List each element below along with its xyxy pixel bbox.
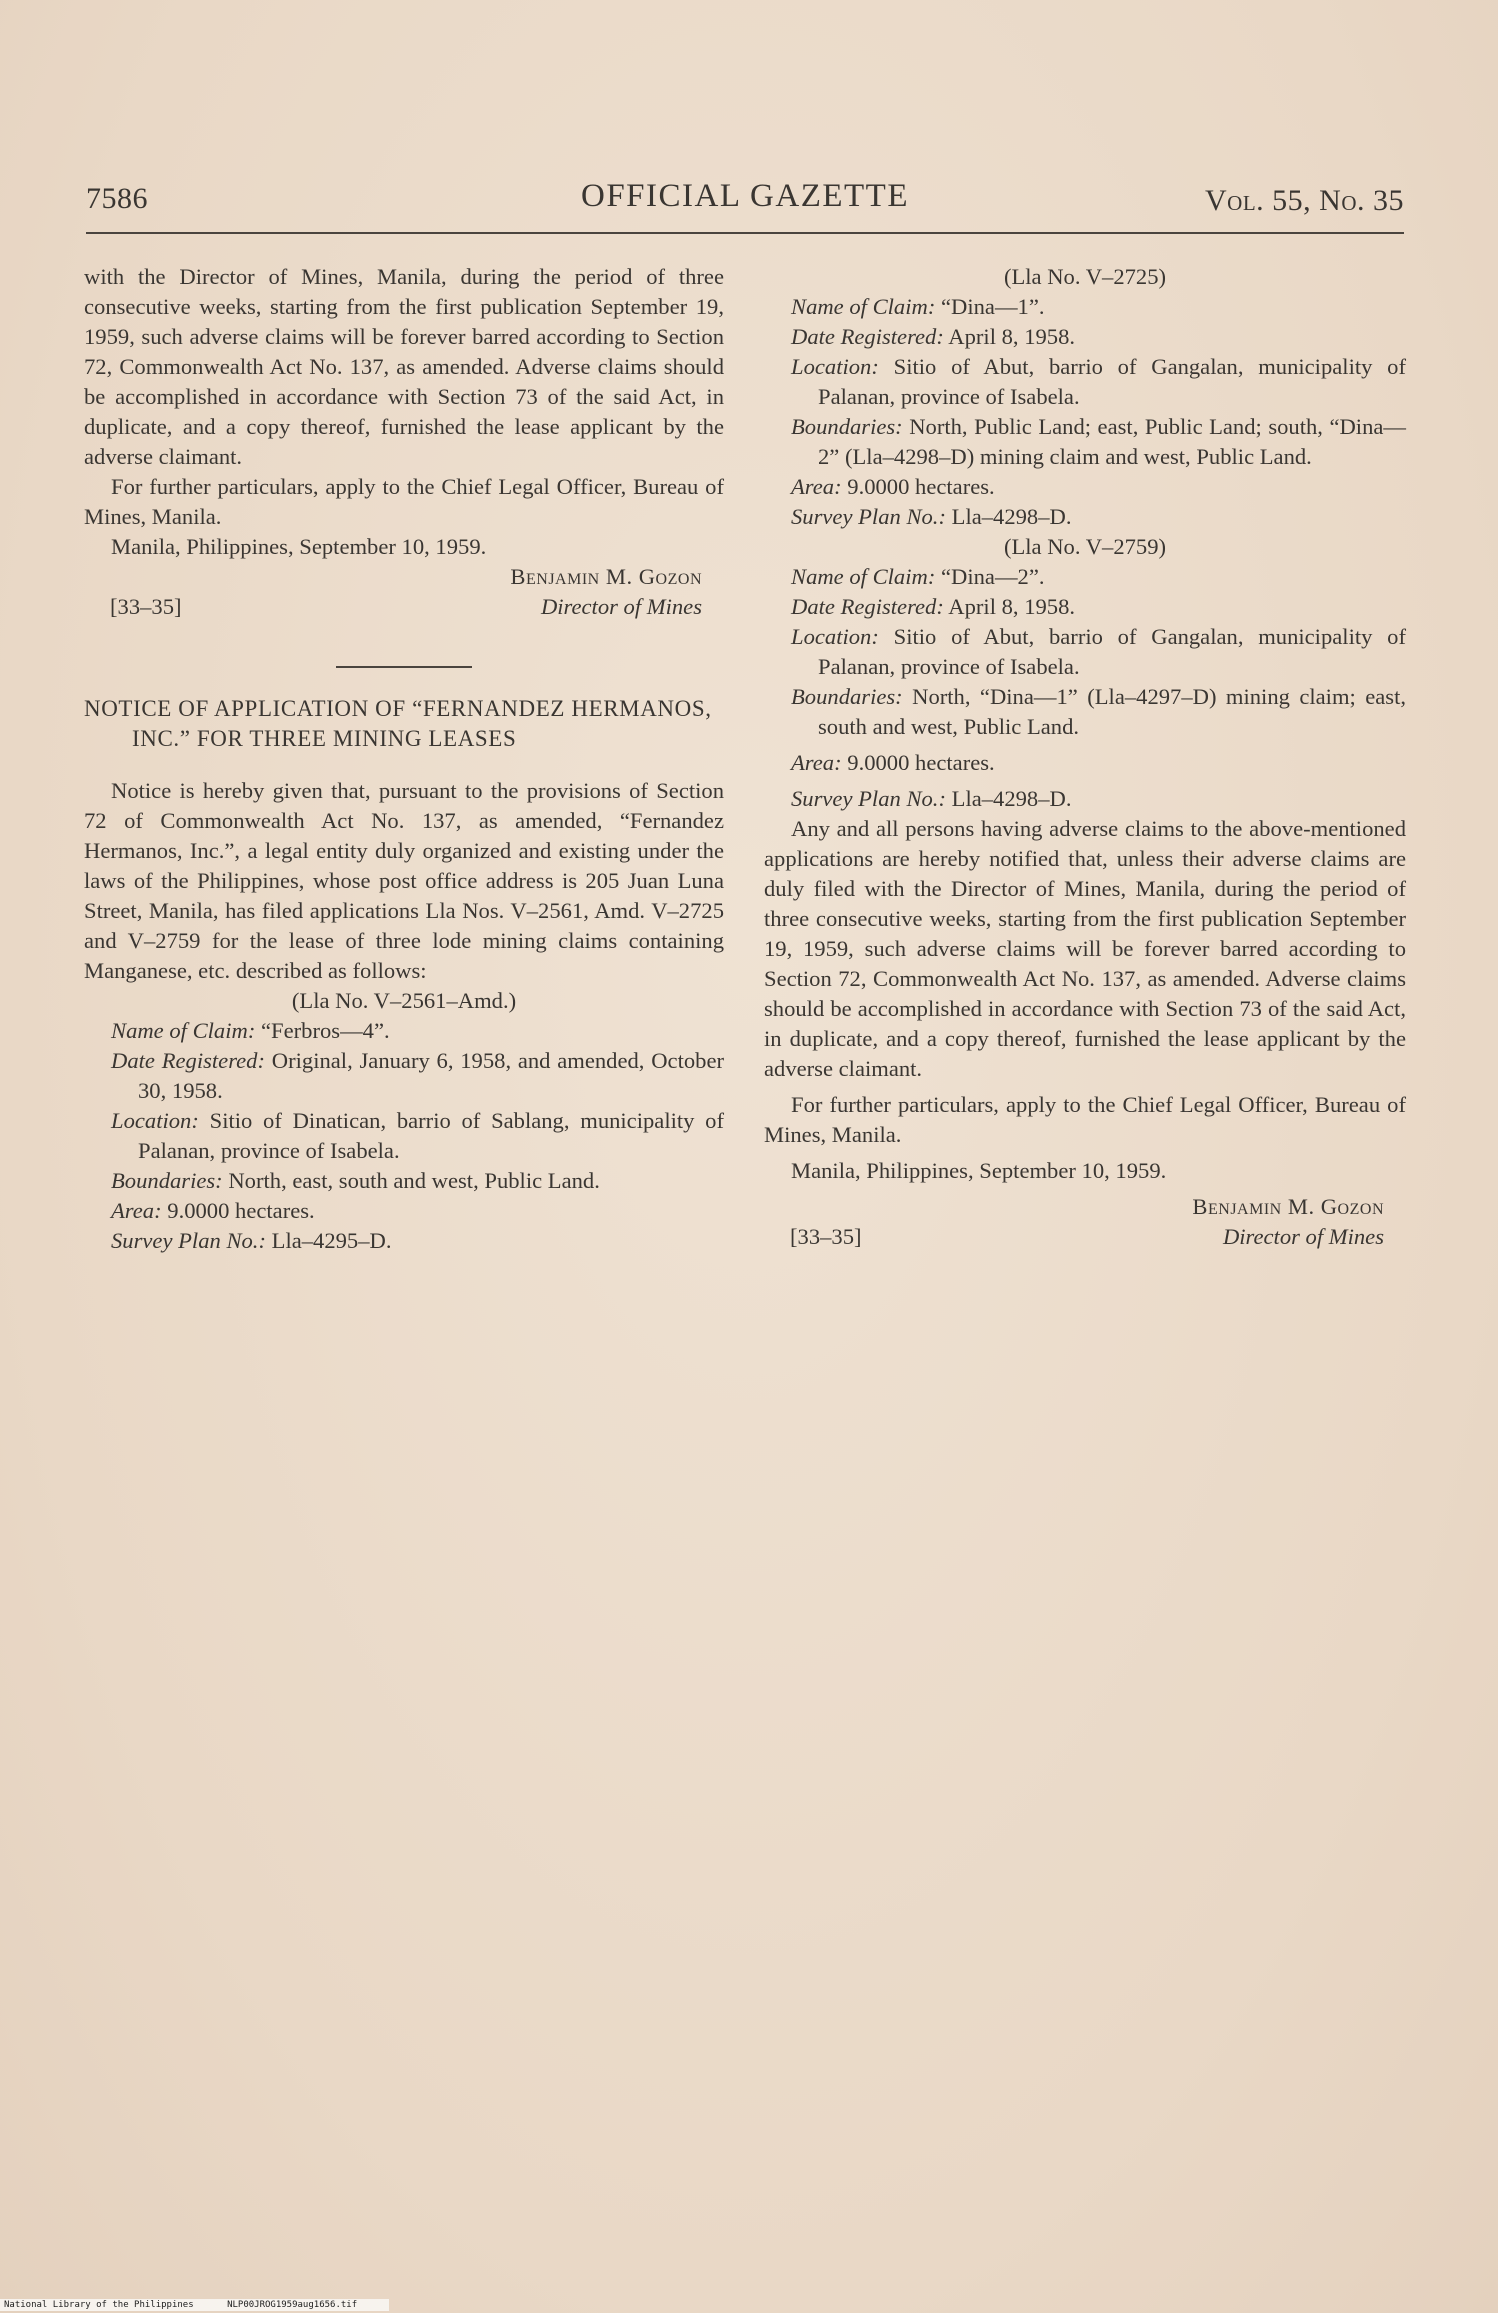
particulars-paragraph: For further particulars, apply to the Chief Legal Officer, Bureau of Mines, Manila. xyxy=(764,1092,1406,1147)
signature-block xyxy=(764,1192,1406,1254)
adverse-claims-paragraph: Any and all persons having adverse claims to the above-mentioned applications are hereby notified that, unless their adverse claims are duly filed with the Director of Mines, Manila, during the period of three consecutive weeks, starting from the first publication September 19, 1959, such adverse claims will be forever barred according to Section 72, Commonwealth Act No. 137, as amended. Adverse claims should be accomplished in accordance with Section 73 of the said Act, in duplicate, and a copy thereof, furnished the lease applicant by the adverse claimant. xyxy=(764,816,1406,1081)
claim-boundaries: Boundaries: North, Public Land; east, Public Land; south, “Dina—2” (Lla–4298–D) mining claim and west, Public Land. xyxy=(791,414,1406,469)
claim-location: Location: Sitio of Abut, barrio of Gangalan, municipality of Palanan, province of Isabela. xyxy=(791,354,1406,409)
claim-number: (Lla No. V–2561–Amd.) xyxy=(291,988,517,1013)
signer-name: Benjamin M. Gozon xyxy=(1192,1194,1384,1219)
claim-number: (Lla No. V–2759) xyxy=(1003,534,1167,559)
publication-title: OFFICIAL GAZETTE xyxy=(581,178,909,214)
signer-name: Benjamin M. Gozon xyxy=(510,564,702,589)
notice-body: Notice is hereby given that, pursuant to the provisions of Section 72 of Commonwealth Act No. 137, as amended, “Fernandez Hermanos, Inc.”, a legal entity duly organized and existing under the laws of the Philippines, whose post office address is 205 Juan Luna Street, Manila, has filed applications Lla Nos. V–2561, Amd. V–2725 and V–2759 for the lease of three lode mining claims containing Manganese, etc. described as follows: xyxy=(84,778,724,983)
right-column xyxy=(764,262,1406,1254)
claim-location: Location: Sitio of Dinatican, barrio of Sablang, municipality of Palanan, province of Isabela. xyxy=(111,1108,725,1163)
claim-survey-plan: Survey Plan No.: Lla–4295–D. xyxy=(111,1228,392,1253)
header-rule xyxy=(86,232,1404,234)
claim-date: Date Registered: April 8, 1958. xyxy=(791,324,1076,349)
scan-footer xyxy=(0,2299,389,2311)
scan-filename: NLP00JROG1959aug1656.tif xyxy=(227,2300,358,2310)
signer-title: Director of Mines xyxy=(540,594,702,619)
claim-area: Area: 9.0000 hectares. xyxy=(791,750,995,775)
notice-heading: NOTICE OF APPLICATION OF “FERNANDEZ HERMANOS, INC.” FOR THREE MINING LEASES xyxy=(84,696,712,751)
continued-paragraph: with the Director of Mines, Manila, during the period of three consecutive weeks, starting from the first publication September 19, 1959, such adverse claims will be forever barred according to Section 72, Commonwealth Act No. 137, as amended. Adverse claims should be accomplished in accordance with Section 73 of the said Act, in duplicate, and a copy thereof, furnished the lease applicant by the adverse claimant. xyxy=(84,264,724,469)
signer-title: Director of Mines xyxy=(1222,1224,1384,1249)
claim-location: Location: Sitio of Abut, barrio of Gangalan, municipality of Palanan, province of Isabela. xyxy=(791,624,1406,679)
claim-number: (Lla No. V–2725) xyxy=(1003,264,1167,289)
signature-block xyxy=(84,562,724,624)
left-column xyxy=(84,262,724,1256)
dateline: Manila, Philippines, September 10, 1959. xyxy=(791,1158,1167,1183)
claim-name: Name of Claim: “Dina—1”. xyxy=(791,294,1045,319)
issue-reference: [33–35] xyxy=(110,594,182,619)
particulars-paragraph: For further particulars, apply to the Chief Legal Officer, Bureau of Mines, Manila. xyxy=(84,474,724,529)
claim-name: Name of Claim: “Ferbros—4”. xyxy=(111,1018,390,1043)
volume-number: Vol. 55, No. 35 xyxy=(1205,184,1404,217)
claim-area: Area: 9.0000 hectares. xyxy=(111,1198,315,1223)
page-header xyxy=(86,178,1404,222)
claim-date: Date Registered: April 8, 1958. xyxy=(791,594,1076,619)
dateline: Manila, Philippines, September 10, 1959. xyxy=(111,534,487,559)
claim-area: Area: 9.0000 hectares. xyxy=(791,474,995,499)
claim-survey-plan: Survey Plan No.: Lla–4298–D. xyxy=(791,504,1072,529)
claim-date: Date Registered: Original, January 6, 1958, and amended, October 30, 1958. xyxy=(111,1048,724,1103)
claim-boundaries: Boundaries: North, east, south and west, Public Land. xyxy=(111,1168,600,1193)
page-number: 7586 xyxy=(86,182,148,215)
issue-reference: [33–35] xyxy=(790,1224,862,1249)
claim-boundaries: Boundaries: North, “Dina—1” (Lla–4297–D) mining claim; east, south and west, Public Land. xyxy=(791,684,1406,739)
claim-survey-plan: Survey Plan No.: Lla–4298–D. xyxy=(791,786,1072,811)
section-divider xyxy=(336,666,472,668)
claim-name: Name of Claim: “Dina—2”. xyxy=(791,564,1045,589)
library-credit: National Library of the Philippines xyxy=(4,2300,194,2310)
